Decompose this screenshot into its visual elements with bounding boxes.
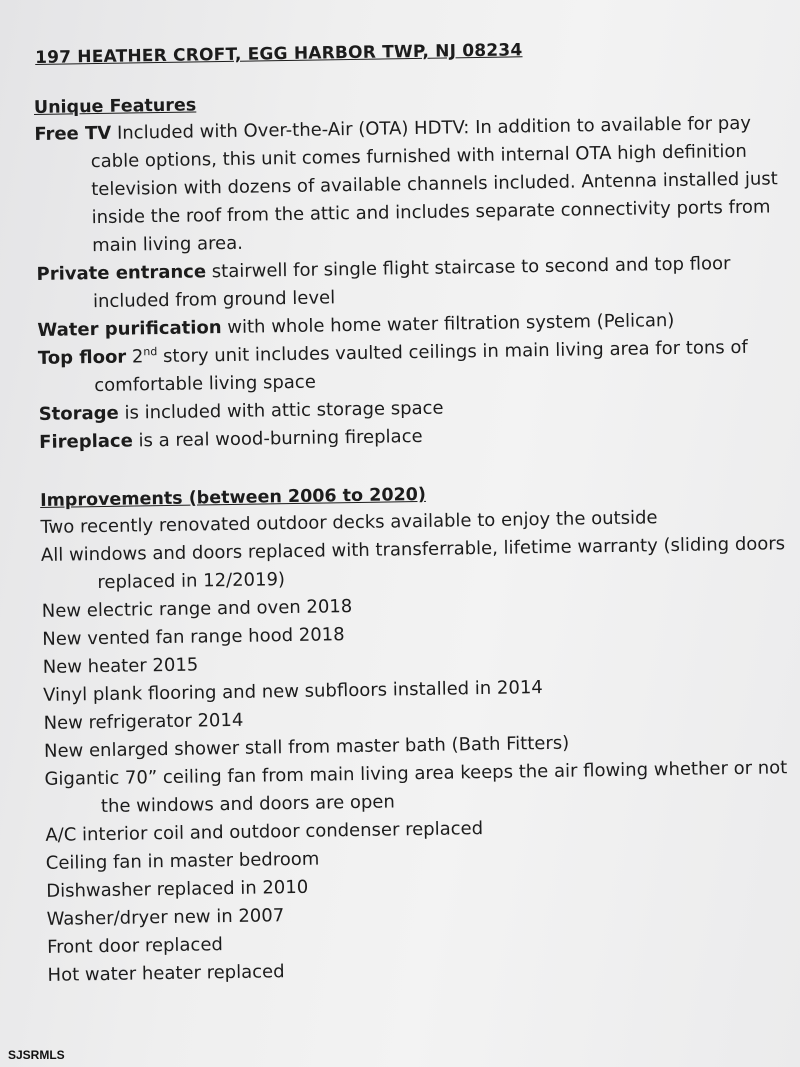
feature-label: Storage [38, 402, 119, 425]
improvement-item: New heater 2015 [42, 654, 199, 678]
improvement-item: New enlarged shower stall from master bath (Bath Fitters) [43, 732, 570, 762]
improvement-item: Two recently renovated outdoor decks available to enjoy the outside [40, 507, 658, 538]
improvement-item: All windows and doors replaced with transferrable, lifetime warranty (sliding doors replaced in 12/2019) [40, 533, 786, 594]
improvement-item: Gigantic 70” ceiling fan from main living area keeps the air flowing whether or not the windows and doors are open [44, 757, 788, 818]
feature-label: Water purification [37, 317, 222, 341]
improvement-item: New electric range and oven 2018 [41, 596, 353, 622]
ordinal-suffix: nd [143, 345, 158, 359]
document-page [33, 36, 800, 990]
improvements-list [40, 502, 800, 990]
improvement-item: Washer/dryer new in 2007 [46, 905, 285, 930]
feature-label: Top floor [37, 346, 127, 369]
improvements-heading: Improvements (between 2006 to 2020) [39, 484, 427, 511]
unique-features-list [34, 109, 799, 457]
feature-label: Private entrance [36, 261, 207, 285]
mls-watermark: SJSRMLS [8, 1048, 65, 1062]
feature-text: is a real wood-burning fireplace [132, 425, 423, 452]
feature-text: stairwell for single flight staircase to second and top floor included from ground level [92, 253, 731, 313]
improvement-item: Dishwasher replaced in 2010 [46, 876, 309, 902]
feature-label: Free TV [34, 122, 112, 145]
improvement-item: Front door replaced [46, 934, 224, 958]
feature-free-tv [34, 109, 796, 261]
feature-text: Included with Over-the-Air (OTA) HDTV: In addition to available for pay cable options, this unit comes furnished with internal OTA high definition television with dozens of available channels included. Antenna installed just inside the roof from the attic and includes separate connectivity ports from main living area. [90, 112, 778, 257]
improvement-item: A/C interior coil and outdoor condenser replaced [45, 818, 484, 846]
improvement-item: New refrigerator 2014 [43, 709, 244, 734]
feature-text: with whole home water filtration system (Pelican) [221, 309, 675, 339]
feature-text-pre: 2 [126, 346, 144, 368]
improvement-item: Hot water heater replaced [47, 961, 285, 986]
improvement-item: New vented fan range hood 2018 [42, 624, 345, 650]
feature-text: is included with attic storage space [118, 397, 444, 424]
feature-text: story unit includes vaulted ceilings in main living area for tons of comfortable living space [94, 336, 748, 397]
improvement-item: Vinyl plank flooring and new subfloors installed in 2014 [43, 677, 543, 706]
unique-features-heading: Unique Features [33, 95, 197, 118]
document-title: 197 HEATHER CROFT, EGG HARBOR TWP, NJ 08234 [34, 40, 523, 68]
improvement-item: Ceiling fan in master bedroom [45, 848, 320, 874]
feature-label: Fireplace [39, 430, 133, 453]
